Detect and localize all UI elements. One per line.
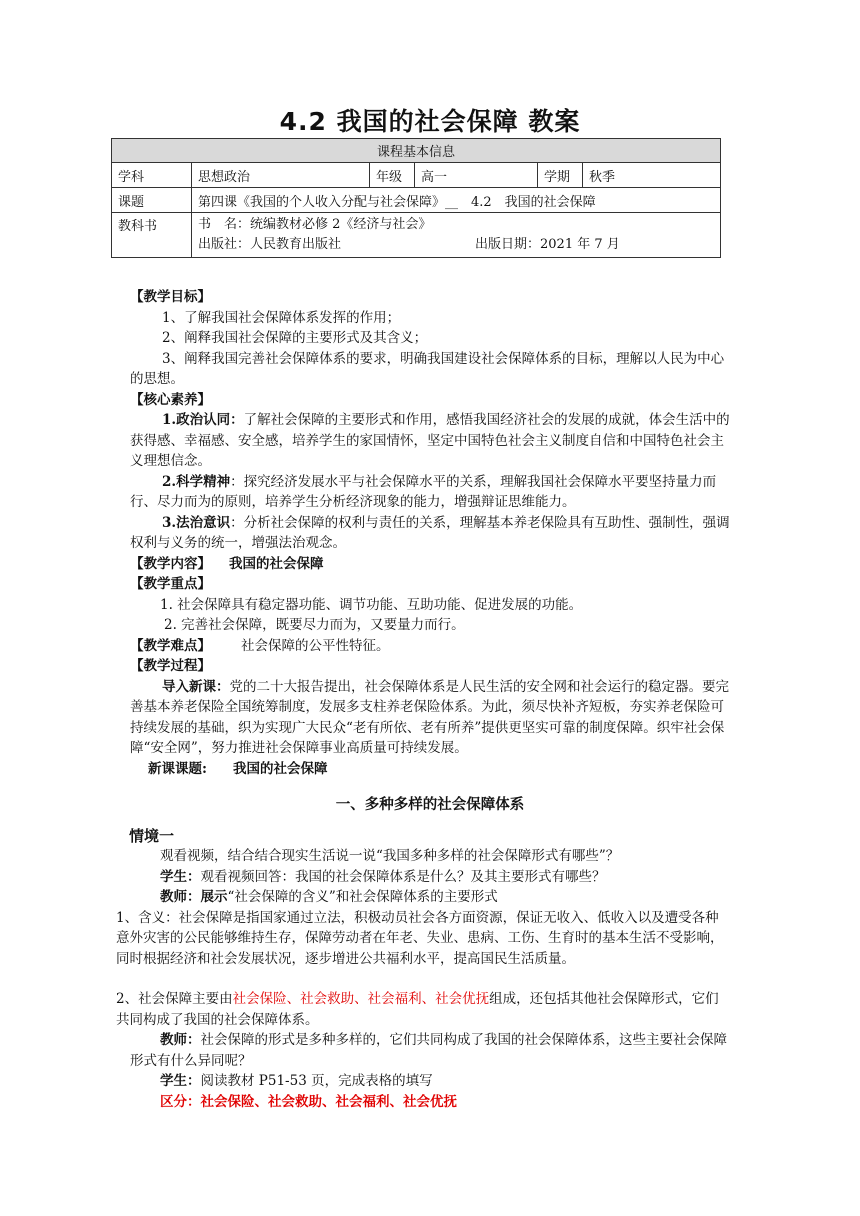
goal-item: 1、了解我国社会保障体系发挥的作用； (162, 309, 401, 326)
literacy-item (130, 513, 730, 554)
textbook-name: 书 名：统编教材必修 2《经济与社会》 (198, 217, 432, 232)
student-label: 学生： (160, 868, 201, 885)
literacy-text: 了解社会保障的主要形式和作用，感悟我国经济社会的发展的成就，体会生活中的获得感、幸福感、安全感，培养学生的家国情怀，坚定中国特色社会主义制度自信和中国特色社会主义理想信念。 (130, 412, 730, 469)
new-topic-line (130, 759, 730, 780)
literacy-text: ：分析社会保障的权利与责任的关系，理解基本养老保险具有互助性、强制性，强调权利与义务的统一，增强法治观念。 (130, 514, 730, 551)
situation-heading: 情境一 (129, 826, 175, 845)
literacy-label: 2.科学精神 (162, 473, 231, 490)
topic-value: 第四课《我国的个人收入分配与社会保障》__ 4.2 我国的社会保障 (192, 188, 721, 213)
literacy-label: 3.法治意识 (162, 514, 231, 531)
new-topic-label: 新课课题: (148, 760, 207, 777)
textbook-date: 出版日期：2021 年 7 月 (475, 237, 620, 252)
literacy-heading: 【核心素养】 (130, 391, 211, 408)
definition-paragraph: 1、含义：社会保障是指国家通过立法，积极动员社会各方面资源，保证无收入、低收入以及遭受各种意外灾害的公民能够维持生存，保障劳动者在年老、失业、患病、工伤、生育时的基本生活不受影响，同时根据经济和社会发展状况，逐步增进公共福利水平，提高国民生活质量。 (116, 909, 724, 967)
table-header: 课程基本信息 (112, 139, 721, 163)
keypoint-item: 1. 社会保障具有稳定器功能、调节功能、互助功能、促进发展的功能。 (160, 596, 583, 613)
distinguish-line: 区分：社会保险、社会救助、社会福利、社会优抚 (160, 1093, 457, 1110)
student-answer-1 (130, 867, 730, 888)
grade-label: 年级 (370, 163, 415, 188)
spacer (130, 969, 730, 989)
topic-label: 课题 (112, 188, 192, 213)
student-answer-2 (130, 1071, 730, 1092)
course-info-table (111, 138, 721, 258)
literacy-label: 1.政治认同： (162, 412, 244, 428)
teacher-line-1 (130, 887, 730, 908)
intro-paragraph (130, 677, 730, 759)
difficulty-value: 社会保障的公平性特征。 (241, 637, 390, 654)
process-heading: 【教学过程】 (130, 658, 211, 674)
forms-highlight: 社会保险、社会救助、社会福利、社会优抚 (232, 991, 490, 1007)
textbook-publisher: 出版社：人民教育出版社 (198, 237, 342, 252)
textbook-label: 教科书 (112, 213, 192, 258)
content-line (130, 554, 730, 575)
document-title: 4.2 我国的社会保障 教案 (279, 107, 581, 136)
goal-item: 3、阐释我国完善社会保障体系的要求，明确我国建设社会保障体系的目标，理解以人民为中心的思想。 (130, 350, 725, 387)
new-topic-value: 我国的社会保障 (232, 760, 328, 777)
difficulty-heading: 【教学难点】 (130, 637, 211, 654)
teacher-text: “社会保障的含义”和社会保障体系的主要形式 (227, 889, 498, 905)
student-label: 学生： (160, 1073, 201, 1089)
textbook-publish-line (198, 235, 714, 255)
teacher-line-2 (130, 1030, 730, 1071)
intro-label: 导入新课： (162, 678, 230, 695)
forms-prefix: 2、社会保障主要由 (116, 991, 233, 1007)
teacher-label: 教师： (160, 1032, 201, 1048)
subject-value: 思想政治 (192, 163, 370, 188)
literacy-item (130, 472, 730, 513)
grade-value: 高一 (415, 163, 538, 188)
section-heading: 一、多种多样的社会保障体系 (335, 796, 525, 813)
keypoints-heading: 【教学重点】 (130, 576, 211, 592)
teacher-text: 社会保障的形式是多种多样的，它们共同构成了我国的社会保障体系，这些主要社会保障形式有什么异同呢？ (130, 1032, 727, 1069)
lesson-body (116, 287, 730, 1112)
forms-suffix: 组成，还包括其他社会保障形式，它们共同构成了我国的社会保障体系。 (116, 991, 719, 1028)
intro-text: 党的二十大报告提出，社会保障体系是人民生活的安全网和社会运行的稳定器。要完善基本养老保险全国统筹制度，发展多支柱养老保险体系。为此，须尽快补齐短板，夯实养老保险可持续发展的基础，织为实现广大民众“老有所依、老有所养”提供更坚实可靠的制度保障。织牢社会保障“安全网”，努力推进社会保障事业高质量可持续发展。 (130, 678, 729, 756)
content-heading: 【教学内容】 (130, 555, 211, 572)
term-label: 学期 (538, 163, 583, 188)
literacy-item (130, 410, 730, 472)
student-text: 观看视频回答：我国的社会保障体系是什么？及其主要形式有哪些？ (200, 868, 606, 885)
forms-paragraph (116, 989, 730, 1030)
goals-heading: 【教学目标】 (130, 289, 211, 305)
subject-label: 学科 (112, 163, 192, 188)
student-text: 阅读教材 P51-53 页，完成表格的填写 (200, 1073, 433, 1089)
difficulty-line (130, 636, 730, 657)
watch-prompt: 观看视频，结合结合现实生活说一说“我国多种多样的社会保障形式有哪些”？ (160, 848, 620, 864)
textbook-value (192, 213, 721, 258)
teacher-label: 教师：展示 (160, 889, 228, 905)
keypoint-item: 2. 完善社会保障，既要尽力而为，又要量力而行。 (164, 617, 465, 633)
literacy-text: ：探究经济发展水平与社会保障水平的关系，理解我国社会保障水平要坚持量力而行、尽力而为的原则，培养学生分析经济现象的能力，增强辩证思维能力。 (130, 473, 717, 510)
goal-item: 2、阐释我国社会保障的主要形式及其含义； (162, 330, 428, 346)
content-value: 我国的社会保障 (229, 555, 324, 572)
term-value: 秋季 (583, 163, 721, 188)
